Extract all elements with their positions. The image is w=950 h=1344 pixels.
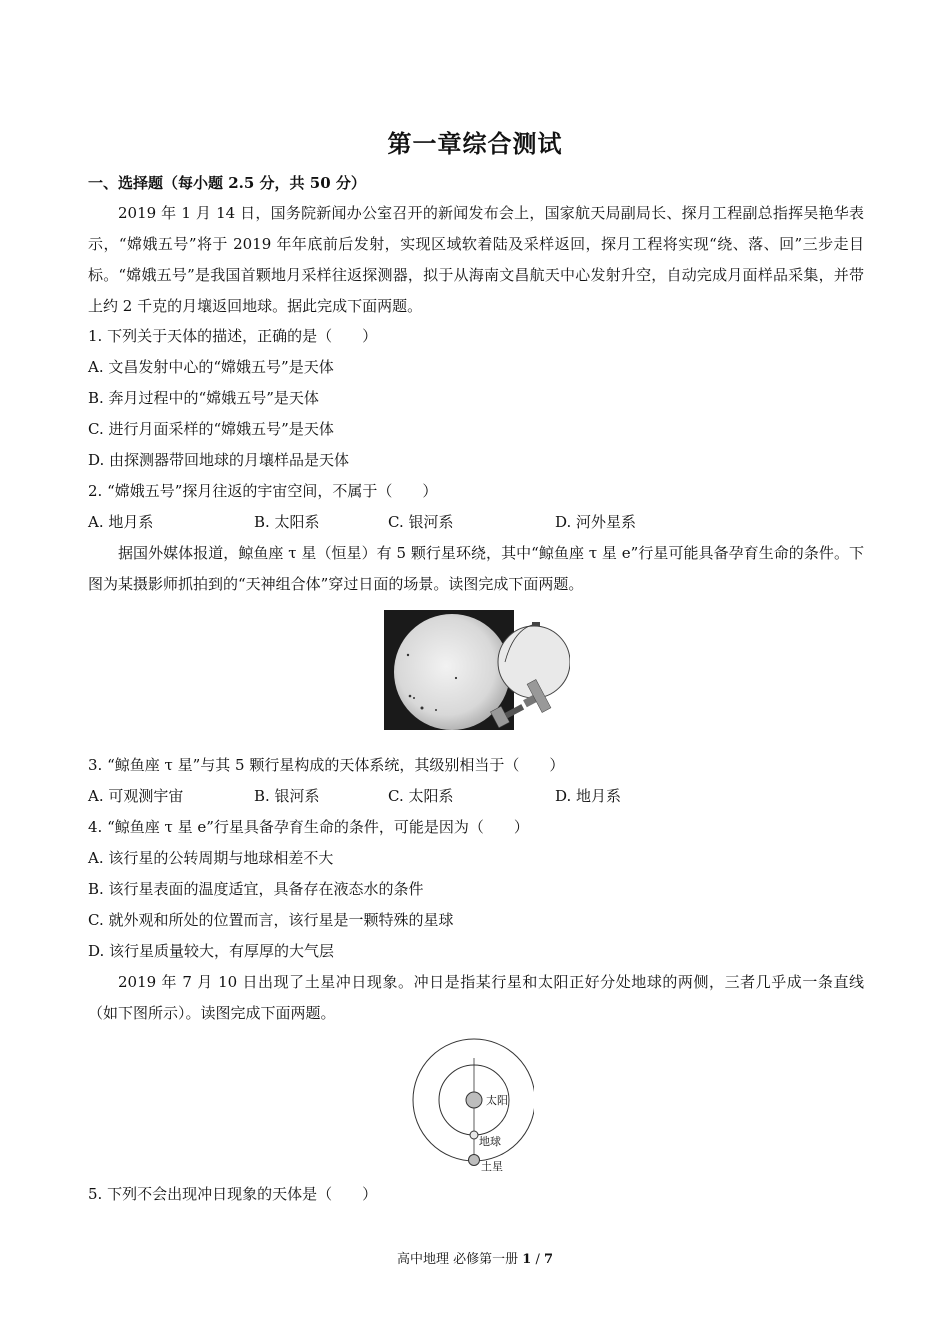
sun-marker [466, 1092, 482, 1108]
passage-2: 据国外媒体报道，鲸鱼座 τ 星（恒星）有 5 颗行星环绕，其中“鲸鱼座 τ 星 e”行星可能具备孕育生命的条件。下图为某摄影师抓拍到的“天神组合体”穿过日面的场景。读图完成下面两题。 [88, 544, 864, 593]
question-1-option-a: A. 文昌发射中心的“嫦娥五号”是天体 [88, 358, 334, 376]
question-2-option-a: A. 地月系 [88, 513, 154, 531]
question-1-option-d: D. 由探测器带回地球的月壤样品是天体 [88, 451, 350, 469]
passage-3: 2019 年 7 月 10 日出现了土星冲日现象。冲日是指某行星和太阳正好分处地球的两侧，三者几乎成一条直线（如下图所示）。读图完成下面两题。 [88, 973, 864, 1022]
question-4-option-d: D. 该行星质量较大，有厚厚的大气层 [88, 942, 335, 960]
question-4-stem: 4. “鲸鱼座 τ 星 e”行星具备孕育生命的条件，可能是因为（ ） [88, 818, 529, 836]
question-5-stem: 5. 下列不会出现冲日现象的天体是（ ） [88, 1185, 378, 1203]
question-2-option-b: B. 太阳系 [254, 513, 320, 531]
footer-page-number: 1 [522, 1252, 532, 1267]
question-2-option-d: D. 河外星系 [555, 513, 637, 531]
footer-separator: / [531, 1252, 544, 1267]
question-2-stem: 2. “嫦娥五号”探月往返的宇宙空间，不属于（ ） [88, 482, 438, 500]
sun-label: 太阳 [486, 1094, 508, 1107]
question-3-option-c: C. 太阳系 [388, 787, 454, 805]
earth-label: 地球 [479, 1135, 501, 1148]
question-3-option-d: D. 地月系 [555, 787, 622, 805]
footer-subject: 高中地理 必修第一册 [396, 1252, 519, 1267]
question-1-stem: 1. 下列关于天体的描述，正确的是（ ） [88, 327, 378, 345]
question-1-option-c: C. 进行月面采样的“嫦娥五号”是天体 [88, 420, 334, 438]
opposition-diagram [412, 1038, 534, 1174]
question-1-option-b: B. 奔月过程中的“嫦娥五号”是天体 [88, 389, 319, 407]
saturn-marker [469, 1155, 480, 1166]
question-4-option-a: A. 该行星的公转周期与地球相差不大 [88, 849, 334, 867]
question-2-option-c: C. 银河系 [388, 513, 454, 531]
solar-transit-photo [384, 610, 570, 730]
earth-marker [470, 1131, 478, 1139]
passage-1: 2019 年 1 月 14 日，国务院新闻办公室召开的新闻发布会上，国家航天局副局长、探月工程副总指挥吴艳华表示，“嫦娥五号”将于 2019 年年底前后发射，实现区域软着陆及采样返回，探月工程将实现“绕、落、回”三步走目标。“嫦娥五号”是我国首颗地月采样往返探测器，拟于从海南文昌航天中心发射升空，自动完成月面样品采集，并带上约 2 千克的月壤返回地球。据此完成下面两题。 [88, 204, 864, 315]
footer-total-pages: 7 [543, 1252, 554, 1267]
page-title: 第一章综合测试 [387, 129, 563, 158]
question-3-option-b: B. 银河系 [254, 787, 320, 805]
question-4-option-b: B. 该行星表面的温度适宜，具备存在液态水的条件 [88, 880, 424, 898]
question-3-stem: 3. “鲸鱼座 τ 星”与其 5 颗行星构成的天体系统，其级别相当于（ ） [88, 756, 565, 774]
question-4-option-c: C. 就外观和所处的位置而言，该行星是一颗特殊的星球 [88, 911, 454, 929]
question-3-option-a: A. 可观测宇宙 [88, 787, 184, 805]
section-heading: 一、选择题（每小题 2.5 分，共 50 分） [88, 174, 366, 192]
saturn-label: 土星 [481, 1160, 503, 1173]
page-footer [0, 1248, 950, 1267]
